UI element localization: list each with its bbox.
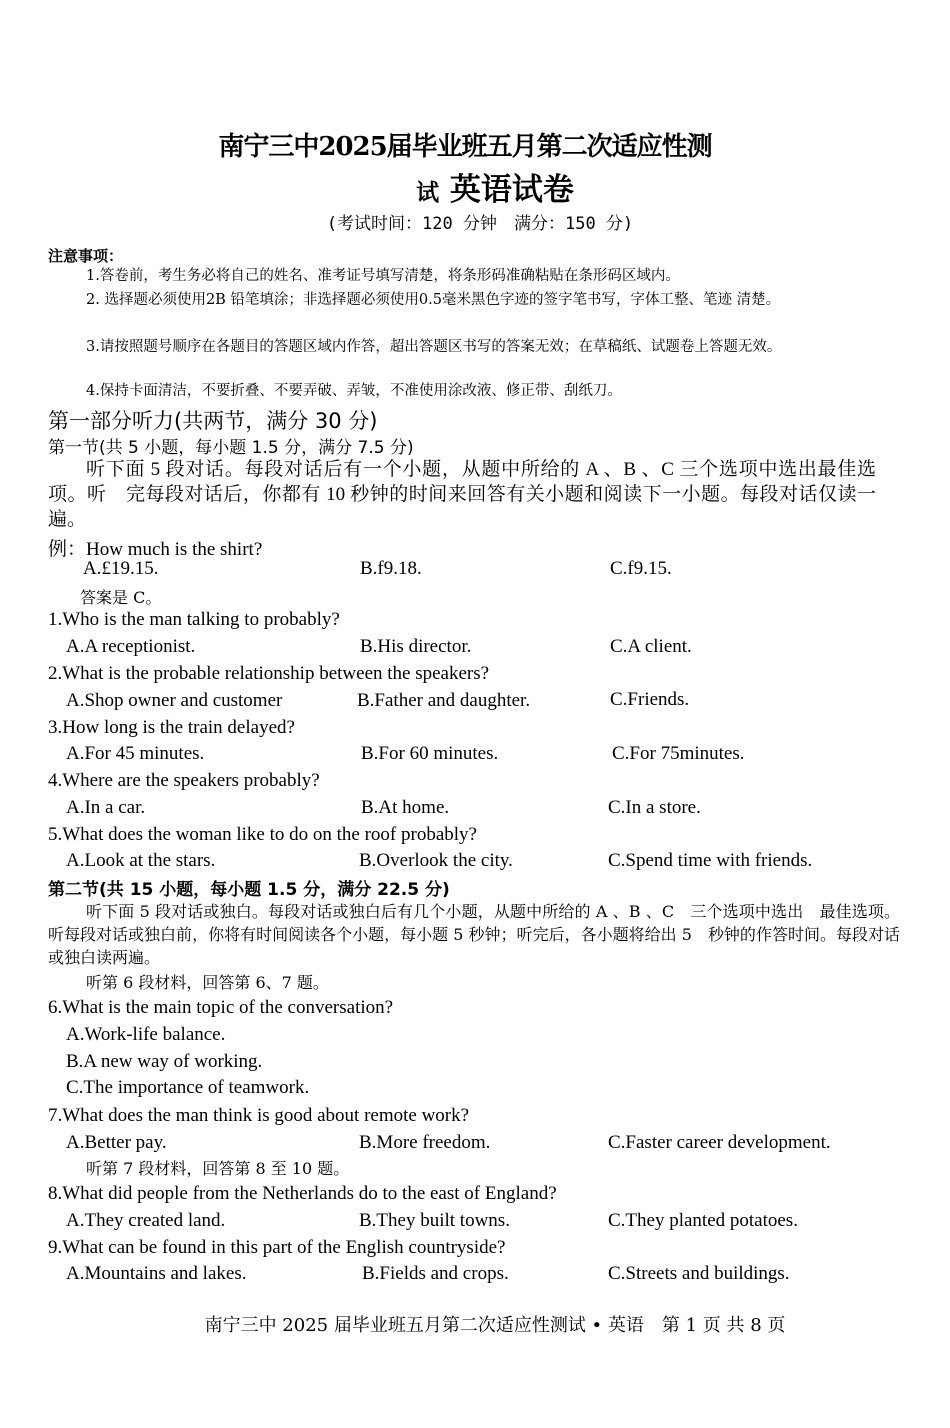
q1-option-a: A.A receptionist.	[66, 636, 196, 657]
exam-title-line1: 南宁三中2025届毕业班五月第二次适应性测	[218, 132, 712, 162]
q7-option-a: A.Better pay.	[66, 1132, 167, 1153]
notice-item-3: 3.请按照题号顺序在各题目的答题区域内作答，超出答题区书写的答案无效；在草稿纸、试题卷上答题无效。	[86, 339, 782, 355]
section1-heading: 第一节(共 5 小题，每小题 1.5 分，满分 7.5 分)	[48, 438, 414, 458]
q3-option-c: C.For 75minutes.	[612, 743, 745, 764]
q8-option-a: A.They created land.	[66, 1210, 226, 1231]
page-footer: 南宁三中 2025 届毕业班五月第二次适应性测试 • 英语 第 1 页 共 8 页	[204, 1315, 786, 1336]
material-6-note: 听第 6 段材料，回答第 6、7 题。	[86, 973, 329, 992]
q1-option-b: B.His director.	[360, 636, 472, 657]
exam-title-line2-prefix: 试	[416, 179, 440, 206]
q4-option-a: A.In a car.	[66, 797, 146, 818]
section2-instructions: 听下面 5 段对话或独白。每段对话或独白后有几个小题，从题中所给的 A 、B 、C 三个选项中选出 最佳选项。听每段对话或独白前，你将有时间阅读各个小题，每小题 5 秒钟；听完后，各小题将给出 5 秒钟的作答时间。每段对话或独白读两遍。	[48, 902, 900, 967]
q6-option-c: C.The importance of teamwork.	[66, 1077, 310, 1098]
material-7-note: 听第 7 段材料，回答第 8 至 10 题。	[86, 1159, 350, 1178]
question-5: 5.What does the woman like to do on the roof probably?	[48, 824, 477, 845]
q5-option-c: C.Spend time with friends.	[608, 850, 813, 871]
q8-option-b: B.They built towns.	[359, 1210, 510, 1231]
q4-option-b: B.At home.	[361, 797, 450, 818]
q6-option-a: A.Work-life balance.	[66, 1024, 226, 1045]
q3-option-b: B.For 60 minutes.	[361, 743, 499, 764]
question-6: 6.What is the main topic of the conversation?	[48, 997, 394, 1018]
exam-time-info: (考试时间：120 分钟 满分：150 分)	[326, 214, 634, 234]
section1-instructions: 听下面 5 段对话。每段对话后有一个小题，从题中所给的 A 、B 、C 三个选项中选出最佳选项。听 完每段对话后，你都有 10 秒钟的时间来回答有关小题和阅读下一小题。每段对话仅读一遍。	[48, 459, 876, 530]
q7-option-c: C.Faster career development.	[608, 1132, 831, 1153]
question-3: 3.How long is the train delayed?	[48, 717, 295, 738]
exam-title-subject: 英语试卷	[449, 172, 574, 208]
question-4: 4.Where are the speakers probably?	[48, 770, 320, 791]
notice-item-2: 2. 选择题必须使用2B 铅笔填涂；非选择题必须使用0.5毫米黑色字迹的签字笔书写，字体工整、笔迹 清楚。	[86, 292, 781, 308]
example-answer: 答案是 C。	[80, 588, 162, 607]
example-option-a: A.£19.15.	[83, 558, 159, 579]
notice-item-1: 1.答卷前，考生务必将自己的姓名、准考证号填写清楚，将条形码准确粘贴在条形码区域内。	[86, 268, 680, 284]
q5-option-a: A.Look at the stars.	[66, 850, 216, 871]
q7-option-b: B.More freedom.	[359, 1132, 491, 1153]
q9-option-c: C.Streets and buildings.	[608, 1263, 790, 1284]
q2-option-b: B.Father and daughter.	[357, 690, 531, 711]
q9-option-b: B.Fields and crops.	[362, 1263, 509, 1284]
notice-heading: 注意事项：	[48, 247, 124, 265]
q4-option-c: C.In a store.	[608, 797, 701, 818]
question-7: 7.What does the man think is good about remote work?	[48, 1105, 470, 1126]
example-option-c: C.f9.15.	[610, 558, 672, 579]
q9-option-a: A.Mountains and lakes.	[66, 1263, 247, 1284]
question-9: 9.What can be found in this part of the English countryside?	[48, 1237, 506, 1258]
example-question: 例：How much is the shirt?	[48, 539, 263, 560]
q8-option-c: C.They planted potatoes.	[608, 1210, 798, 1231]
q1-option-c: C.A client.	[610, 636, 692, 657]
exam-title-line2	[0, 164, 950, 209]
q2-option-c: C.Friends.	[610, 689, 690, 710]
notice-item-4: 4.保持卡面清洁，不要折叠、不要弄破、弄皱，不准使用涂改液、修正带、刮纸刀。	[86, 383, 622, 399]
question-1: 1.Who is the man talking to probably?	[48, 609, 340, 630]
q5-option-b: B.Overlook the city.	[359, 850, 513, 871]
section2-heading: 第二节(共 15 小题，每小题 1.5 分，满分 22.5 分)	[48, 880, 450, 900]
question-8: 8.What did people from the Netherlands do to the east of England?	[48, 1183, 557, 1204]
q2-option-a: A.Shop owner and customer	[66, 690, 283, 711]
q6-option-b: B.A new way of working.	[66, 1051, 263, 1072]
question-2: 2.What is the probable relationship between the speakers?	[48, 663, 490, 684]
q3-option-a: A.For 45 minutes.	[66, 743, 205, 764]
part1-heading: 第一部分听力(共两节，满分 30 分)	[48, 409, 378, 433]
example-option-b: B.f9.18.	[360, 558, 422, 579]
